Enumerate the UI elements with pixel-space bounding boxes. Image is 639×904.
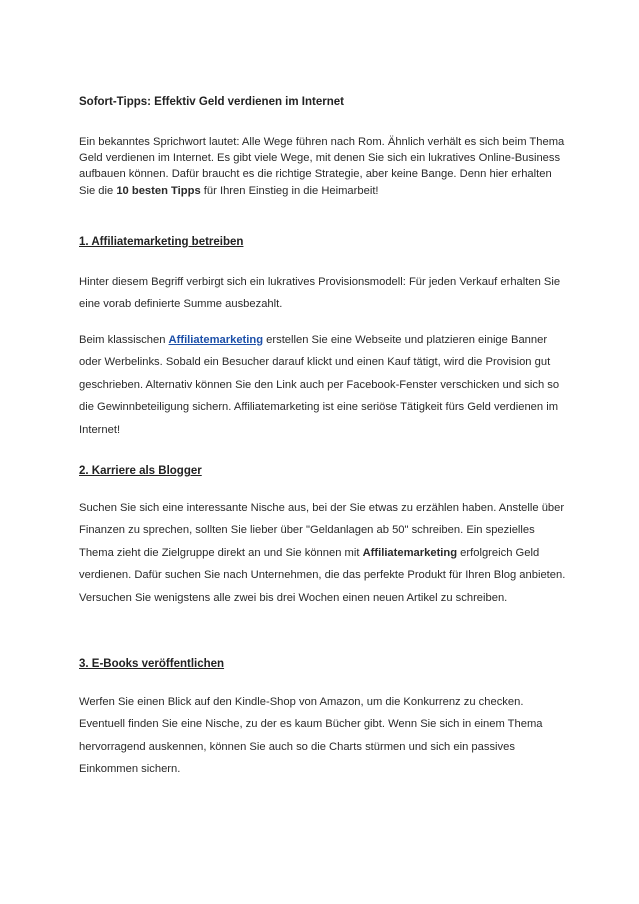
intro-bold-text: 10 besten Tipps [116, 184, 201, 197]
affiliate-p2-end: erstellen Sie eine Webseite und platzieren einige Banner oder Werbelinks. Sobald ein Besucher darauf klickt und einen Kauf tätigt, wird die Provision gut geschrieben. Alternativ können Sie den Link auch per Facebook-Fenster verschicken und sich so die Gewinnbeteiligung sichern. Affiliatemarketing ist eine seriöse Tätigkeit fürs Geld verdienen im Internet! [79, 334, 560, 436]
section-heading-blogger: 2. Karriere als Blogger [79, 465, 202, 477]
blogger-bold-text: Affiliatemarketing [362, 546, 458, 559]
intro-paragraph [79, 134, 569, 199]
affiliatemarketing-link[interactable]: Affiliatemarketing [168, 334, 264, 346]
section-heading-ebooks: 3. E-Books veröffentlichen [79, 658, 225, 670]
intro-text-end: für Ihren Einstieg in die Heimarbeit! [200, 184, 379, 197]
intro-text-start: Ein bekanntes Sprichwort lautet: Alle Wege führen nach Rom. Ähnlich verhält es sich beim Thema Geld verdienen im Internet. Es gibt viele Wege, mit denen Sie sich ein lukratives Online-Business aufbauen können. Dafür braucht es die richtige Strategie, aber keine Bange. Denn hier erhalten Sie die [79, 136, 565, 197]
affiliate-paragraph-2 [79, 329, 569, 441]
blogger-text-start: Suchen Sie sich eine interessante Nische aus, bei der Sie etwas zu erzählen haben. Anstelle über Finanzen zu sprechen, sollten Sie lieber über "Geldanlagen ab 50" schreiben. Ein spezielles Thema zieht die Zielgruppe direkt an und Sie können mit [79, 502, 565, 559]
affiliate-p2-start: Beim klassischen [79, 334, 169, 346]
ebooks-paragraph: Werfen Sie einen Blick auf den Kindle-Shop von Amazon, um die Konkurrenz zu checken. Eventuell finden Sie eine Nische, zu der es kaum Bücher gibt. Wenn Sie sich in einem Thema hervorragend auskennen, können Sie auch so die Charts stürmen und sich ein passives Einkommen sichern. [79, 696, 543, 776]
blogger-paragraph [79, 497, 569, 609]
page-title: Sofort-Tipps: Effektiv Geld verdienen im Internet [79, 96, 344, 108]
section-heading-affiliate: 1. Affiliatemarketing betreiben [79, 236, 244, 248]
blogger-text-end: erfolgreich Geld verdienen. Dafür suchen Sie nach Unternehmen, die das perfekte Produkt für Ihren Blog anbieten. Versuchen Sie wenigstens alle zwei bis drei Wochen einen neuen Artikel zu schreiben. [79, 546, 566, 604]
affiliate-paragraph-1: Hinter diesem Begriff verbirgt sich ein lukratives Provisionsmodell: Für jeden Verkauf erhalten Sie eine vorab definierte Summe ausbezahlt. [79, 276, 561, 311]
